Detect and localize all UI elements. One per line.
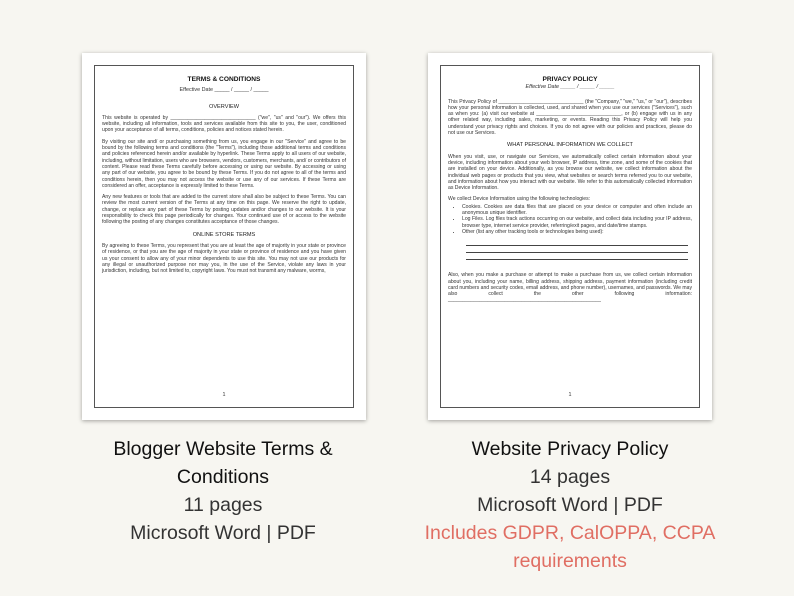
- section-heading: WHAT PERSONAL INFORMATION WE COLLECT: [507, 142, 633, 149]
- page-count: 11 pages: [183, 494, 263, 516]
- privacy-document-preview: [428, 53, 712, 420]
- paragraph: Also, when you make a purchase or attempt to make a purchase from us, we collect certain information about you, including your name, billing address, shipping address, payment information (including credit card numbers and security codes, email address, and phone number), usernames, and passwords. We may also collect the other following information: ______________________________________________________: [448, 272, 692, 304]
- paragraph: This Privacy Policy of ______________________________ (the "Company," "we," "us," or "our"), describes how your personal information is collected, used, and shared when you use our services ("Services"), such as when you: (a) visit our website at ______________________________, or (b) engage with us in any other related way, including sales, marketing, or events. Reading this Privacy Policy will help you understand your privacy rights and choices. If you do not agree with our policies and practices, please do not use our Services.: [448, 98, 692, 137]
- section-heading: ONLINE STORE TERMS: [192, 231, 256, 238]
- product-title: Website Privacy Policy: [471, 438, 669, 460]
- paragraph: We collect Device Information using the following technologies:: [448, 196, 591, 203]
- file-formats: Microsoft Word | PDF: [477, 494, 663, 516]
- paragraph: Any new features or tools that are added to the current store shall also be subject to these Terms. You can review the most current version of the Terms at any time on this page. We reserve the right to update, change, or replace any part of these Terms by posting updates and/or changes to our website. It is your responsibility to check this page periodically for changes. Your continued use of or access to the website following the posting of any changes constitutes acceptance of those changes.: [102, 194, 346, 226]
- compliance-note: requirements: [513, 550, 627, 572]
- file-formats: Microsoft Word | PDF: [130, 522, 316, 544]
- section-heading: OVERVIEW: [208, 103, 240, 110]
- blank-line: [466, 239, 688, 246]
- bullet-list: [448, 204, 692, 235]
- document-title: TERMS & CONDITIONS: [187, 76, 261, 83]
- paragraph: By agreeing to these Terms, you represent that you are at least the age of majority in your state or province of residence, or that you are the age of majority in your state or province of residence and you have given us your consent to allow any of your minor dependents to use this site. You may not use our products for any illegal or unauthorized purpose nor may you, in the use of the Service, violate any laws in your jurisdiction, including, but not limited to, copyright laws. You must not transmit any malware, worms,: [102, 242, 346, 275]
- page-number: 1: [222, 392, 226, 398]
- document-title: PRIVACY POLICY: [542, 76, 598, 83]
- blank-line: [466, 246, 688, 253]
- terms-caption: [58, 435, 388, 547]
- paragraph: This website is operated by ______________________________ ("we", "us" and "our"). We offers this website, including all information, tools and services available from this site to you, the user, conditioned upon your acceptance of all terms, conditions, policies and notices stated herein.: [102, 114, 346, 134]
- paragraph: When you visit, use, or navigate our Services, we automatically collect certain information about your device, including information about your web browser, IP address, time zone, and some of the cookies that are installed on your device. Additionally, as you browse our website, we collect information about the individual web pages or products that you view, what websites or search terms referred you to our website, and information about how you interact with our website. We refer to this automatically collected information as Device Information.: [448, 153, 692, 192]
- terms-document-preview: [82, 53, 366, 420]
- compliance-note: Includes GDPR, CalOPPA, CCPA: [424, 522, 716, 544]
- product-title: Conditions: [176, 466, 270, 488]
- paragraph: By visiting our site and/ or purchasing something from us, you engage in our "Service" and agree to be bound by the following terms and conditions (the "Terms"), including those additional terms and conditions and policies referenced herein and/or available by hyperlink. These Terms apply to all users of our website, including, without limitation, users who are browsers, vendors, customers, merchants, and/ or contributors of content. Please read these Terms carefully before accessing or using our website. By accessing or using any part of our website, you agree to be bound by these Terms. If you do not agree to all of the terms and conditions herein, then you may not access the website or use any of our services. If these Terms are considered an offer, acceptance is expressly limited to these Terms.: [102, 138, 346, 189]
- page-count: 14 pages: [529, 466, 611, 488]
- effective-date: Effective Date _____ / _____ / _____: [525, 84, 615, 91]
- list-item: • Cookies. Cookies are data files that are placed on your device or computer and often include an anonymous unique identifier.: [462, 204, 692, 217]
- product-title: Blogger Website Terms &: [113, 438, 333, 460]
- privacy-caption: [405, 435, 735, 575]
- page-number: 1: [568, 392, 572, 398]
- list-item: • Log Files. Log files track actions occurring on our website, and collect data including your IP address, browser type, internet service provider, referring/exit pages, and date/time stamps.: [462, 216, 692, 229]
- effective-date: Effective Date _____ / _____ / _____: [179, 87, 269, 94]
- blank-line: [466, 253, 688, 260]
- list-item: • Other (list any other tracking tools or technologies being used):: [462, 229, 692, 235]
